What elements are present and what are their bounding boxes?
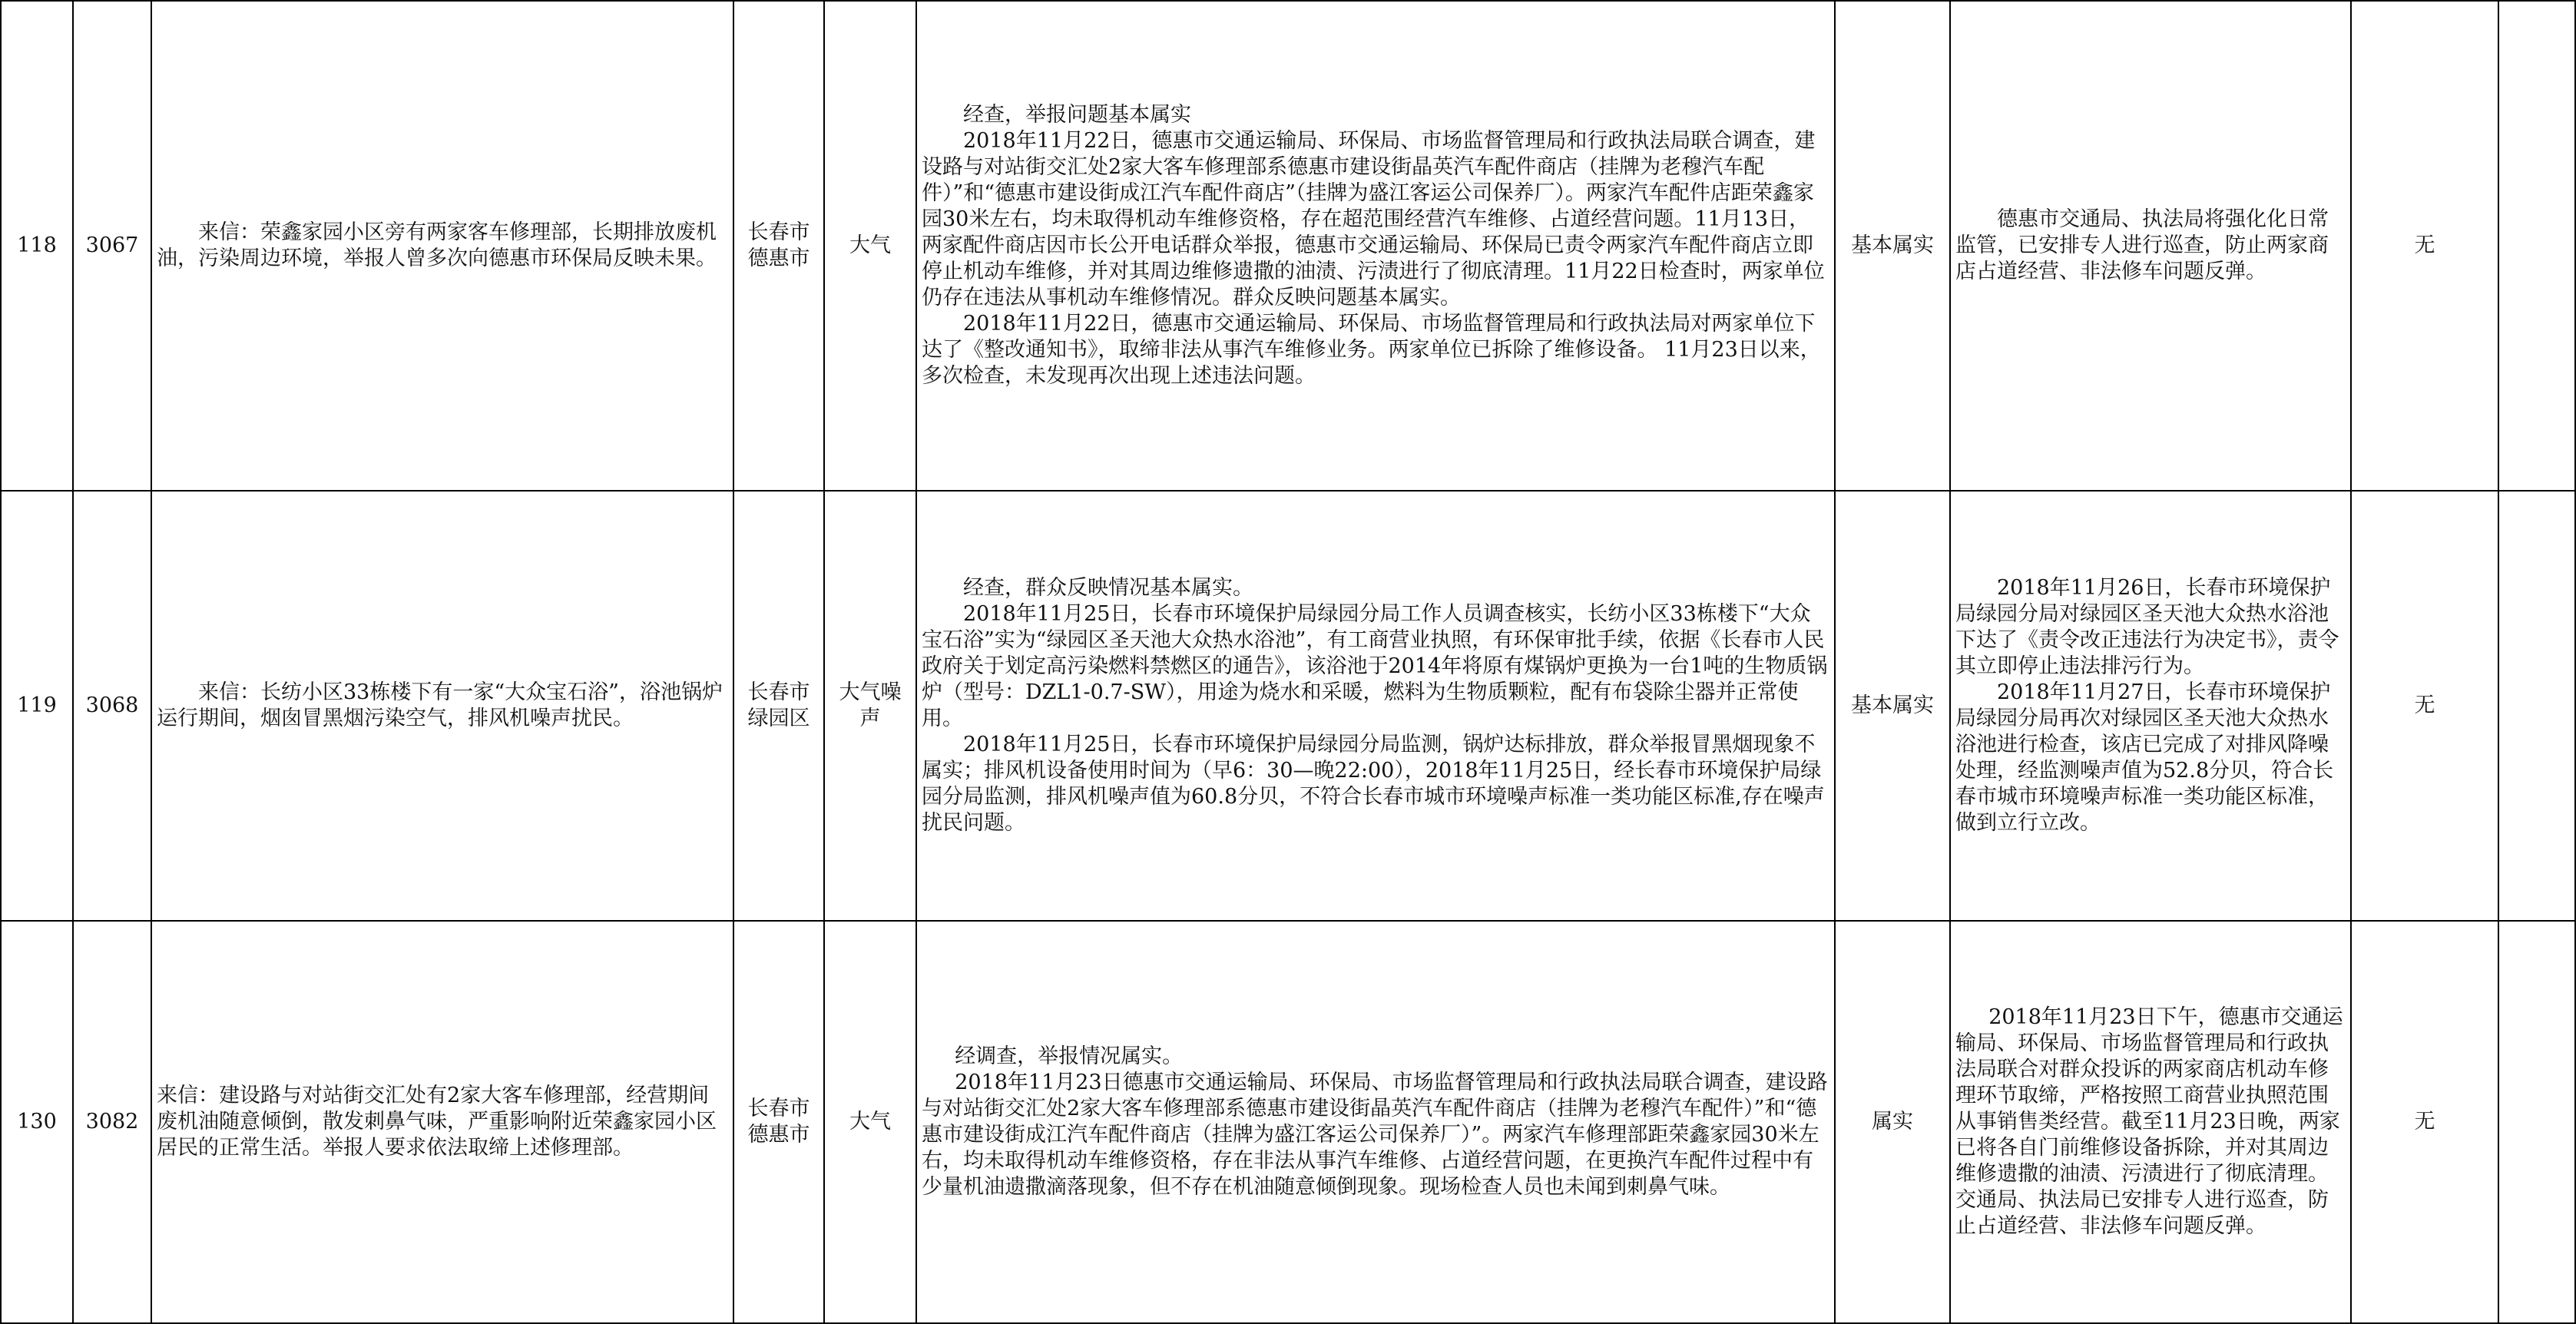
complaint-text: 来信：建设路与对站街交汇处有2家大客车修理部，经营期间废机油随意倾倒，散发刺鼻气味，严重影响附近荣鑫家园小区居民的正常生活。举报人要求依法取缔上述修理部。 xyxy=(157,1084,717,1160)
case-id-cell: 3068 xyxy=(73,491,151,921)
seq-cell: 119 xyxy=(1,491,73,921)
district-cell: 长春市绿园区 xyxy=(733,491,824,921)
investigation-cell xyxy=(916,1,1835,491)
remark-cell xyxy=(2498,491,2575,921)
complaint-cell xyxy=(151,491,733,921)
accountability-cell: 无 xyxy=(2351,491,2498,921)
seq-cell: 130 xyxy=(1,921,73,1323)
verdict-cell: 属实 xyxy=(1835,921,1950,1323)
complaint-text: 来信：长纺小区33栋楼下有一家“大众宝石浴”，浴池锅炉运行期间，烟囱冒黑烟污染空气，排风机噪声扰民。 xyxy=(157,680,723,730)
investigation-cell xyxy=(916,921,1835,1323)
verdict-cell: 基本属实 xyxy=(1835,491,1950,921)
accountability-cell: 无 xyxy=(2351,921,2498,1323)
pollution-type-cell: 大气 xyxy=(824,1,916,491)
remark-cell xyxy=(2498,1,2575,491)
handling-cell xyxy=(1950,491,2351,921)
investigation-paragraph: 2018年11月23日德惠市交通运输局、环保局、市场监督管理局和行政执法局联合调查，建设路与对站街交汇处2家大客车修理部系德惠市建设街晶英汽车配件商店（挂牌为老穆汽车配件）”和“德惠市建设街成江汽车配件商店（挂牌为盛江客运公司保养厂）”。两家汽车修理部距荣鑫家园30米左右，均未取得机动车维修资格，存在非法从事汽车维修、占道经营问题，在更换汽车配件过程中有少量机油遗撒滴落现象，但不存在机油随意倾倒现象。现场检查人员也未闻到刺鼻气味。 xyxy=(922,1071,1828,1199)
complaint-cell xyxy=(151,921,733,1323)
district-cell: 长春市德惠市 xyxy=(733,921,824,1323)
table-row xyxy=(1,1,2575,491)
remark-cell xyxy=(2498,921,2575,1323)
case-id-cell: 3082 xyxy=(73,921,151,1323)
investigation-paragraph: 经调查，举报情况属实。 xyxy=(955,1044,1184,1068)
accountability-cell: 无 xyxy=(2351,1,2498,491)
investigation-paragraph: 2018年11月22日，德惠市交通运输局、环保局、市场监督管理局和行政执法局联合调查，建设路与对站街交汇处2家大客车修理部系德惠市建设街晶英汽车配件商店（挂牌为老穆汽车配件）”和“德惠市建设街成江汽车配件商店”（挂牌为盛江客运公司保养厂）。两家汽车配件店距荣鑫家园30米左右，均未取得机动车维修资格，存在超范围经营汽车维修、占道经营问题。11月13日，两家配件商店因市长公开电话群众举报，德惠市交通运输局、环保局已责令两家汽车配件商店立即停止机动车维修，并对其周边维修遗撒的油渍、污渍进行了彻底清理。11月22日检查时，两家单位仍存在违法从事机动车维修情况。群众反映问题基本属实。 xyxy=(922,129,1825,309)
seq-cell: 118 xyxy=(1,1,73,491)
investigation-cell xyxy=(916,491,1835,921)
case-id-cell: 3067 xyxy=(73,1,151,491)
investigation-paragraph: 经查，举报问题基本属实 xyxy=(963,103,1191,127)
investigation-paragraph: 2018年11月25日，长春市环境保护局绿园分局工作人员调查核实，长纺小区33栋楼下“大众宝石浴”实为“绿园区圣天池大众热水浴池”，有工商营业执照，有环保审批手续，依据《长春市人民政府关于划定高污染燃料禁燃区的通告》，该浴池于2014年将原有煤锅炉更换为一台1吨的生物质锅炉（型号：DZL1-0.7-SW），用途为烧水和采暖，燃料为生物质颗粒，配有布袋除尘器并正常使用。 xyxy=(922,602,1828,730)
handling-cell xyxy=(1950,921,2351,1323)
handling-paragraph: 2018年11月23日下午，德惠市交通运输局、环保局、市场监督管理局和行政执法局联合对群众投诉的两家商店机动车修理环节取缔，严格按照工商营业执照范围从事销售类经营。截至11月23日晚，两家已将各自门前维修设备拆除，并对其周边维修遗撒的油渍、污渍进行了彻底清理。交通局、执法局已安排专人进行巡查，防止占道经营、非法修车问题反弹。 xyxy=(1955,1005,2343,1238)
district-cell: 长春市德惠市 xyxy=(733,1,824,491)
handling-paragraph: 2018年11月26日，长春市环境保护局绿园分局对绿园区圣天池大众热水浴池下达了《责令改正违法行为决定书》，责令其立即停止违法排污行为。 xyxy=(1955,576,2339,678)
investigation-paragraph: 2018年11月25日，长春市环境保护局绿园分局监测，锅炉达标排放，群众举报冒黑烟现象不属实；排风机设备使用时间为（早6：30—晚22:00），2018年11月25日，经长春市环境保护局绿园分局监测，排风机噪声值为60.8分贝，不符合长春市城市环境噪声标准一类功能区标准,存在噪声扰民问题。 xyxy=(922,733,1825,835)
handling-cell xyxy=(1950,1,2351,491)
complaint-cell xyxy=(151,1,733,491)
pollution-type-cell: 大气 xyxy=(824,921,916,1323)
handling-paragraph: 德惠市交通局、执法局将强化化日常监管，已安排专人进行巡查，防止两家商店占道经营、非法修车问题反弹。 xyxy=(1955,207,2329,283)
complaint-text: 来信：荣鑫家园小区旁有两家客车修理部，长期排放废机油，污染周边环境，举报人曾多次向德惠市环保局反映未果。 xyxy=(157,220,717,270)
table-row xyxy=(1,921,2575,1323)
pollution-type-cell: 大气噪声 xyxy=(824,491,916,921)
investigation-paragraph: 经查，群众反映情况基本属实。 xyxy=(963,576,1253,600)
verdict-cell: 基本属实 xyxy=(1835,1,1950,491)
table-row xyxy=(1,491,2575,921)
investigation-paragraph: 2018年11月22日，德惠市交通运输局、环保局、市场监督管理局和行政执法局对两家单位下达了《整改通知书》，取缔非法从事汽车维修业务。两家单位已拆除了维修设备。 11月23日以来，多次检查，未发现再次出现上述违法问题。 xyxy=(922,312,1821,388)
handling-paragraph: 2018年11月27日，长春市环境保护局绿园分局再次对绿园区圣天池大众热水浴池进行检查，该店已完成了对排风降噪处理，经监测噪声值为52.8分贝，符合长春市城市环境噪声标准一类功能区标准，做到立行立改。 xyxy=(1955,680,2334,835)
